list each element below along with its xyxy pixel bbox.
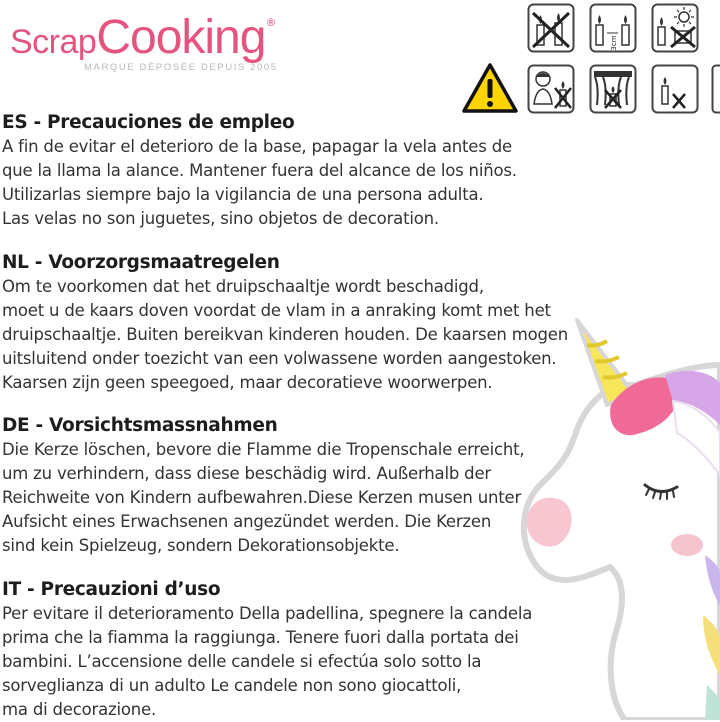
- section-it-line: prima che la fiamma la raggiunga. Tenere fuori dalla portata dei: [2, 628, 519, 647]
- section-de-line: Die Kerze löschen, bevore die Flamme die Tropenschale erreicht,: [2, 440, 525, 459]
- no-heat-source-icon: [651, 3, 699, 53]
- section-es-line: que la llama la alance. Mantener fuera del alcance de los niños.: [2, 161, 517, 180]
- no-moving-objects-icon: [711, 64, 720, 114]
- section-title-nl: NL - Voorzorgsmaatregelen: [2, 252, 280, 273]
- section-de-line: Aufsicht eines Erwachsenen angezündet werden. Die Kerzen: [2, 512, 492, 531]
- section-de: [2, 414, 562, 558]
- section-nl-line: Om te voorkomen dat het druipschaaltje wordt beschadigd,: [2, 277, 484, 296]
- section-title-es: ES - Precauciones de empleo: [2, 112, 295, 133]
- brand-name-scrap: Scrap: [10, 23, 97, 61]
- no-multiple-candles-icon: [527, 3, 575, 53]
- section-title-de: DE - Vorsichtsmassnahmen: [2, 415, 278, 436]
- section-it: [2, 578, 562, 722]
- section-es-line: Utilizarlas siempre bajo la vigilancia de una persona adulta.: [2, 185, 484, 204]
- no-flammable-objects-icon: [589, 64, 637, 114]
- section-it-line: ma di decorazione.: [2, 700, 157, 719]
- section-it-line: sorveglianza di un adulto Le candele non sono giocattoli,: [2, 676, 462, 695]
- section-nl-line: druipschaaltje. Buiten bereikvan kinderen houden. De kaarsen mogen: [2, 325, 568, 344]
- section-nl-line: uitsluitend onder toezicht van een volwassene worden aangestoken.: [2, 349, 557, 368]
- section-nl-line: Kaarsen zijn geen speegoed, maar decoratieve woorwerpen.: [2, 373, 493, 392]
- section-title-it: IT - Precauzioni d’uso: [2, 579, 221, 600]
- section-es: [2, 111, 562, 231]
- brand-wordmark: [10, 10, 276, 65]
- section-es-line: Las velas no son juguetes, sino objetos de decoration.: [2, 209, 439, 228]
- section-de-line: um zu verhindern, dass diese beschädig wird. Außerhalb der: [2, 464, 491, 483]
- section-nl-line: moet u de kaars doven voordat de vlam in a anraking komt met het: [2, 301, 551, 320]
- spacing-label: 3cm: [610, 35, 618, 51]
- section-de-line: sind kein Spielzeug, sondern Dekorationsobjekte.: [2, 536, 400, 555]
- section-it-line: bambini. L’accensione delle candele si efectúa solo sotto la: [2, 652, 482, 671]
- unicorn-illustration: [515, 305, 720, 720]
- section-nl: [2, 251, 568, 395]
- brand-tagline: MARQUE DÉPOSÉE DEPUIS 2005: [84, 62, 278, 73]
- section-es-line: A fin de evitar el deterioro de la base, papagar la vela antes de: [2, 137, 512, 156]
- section-it-line: Per evitare il deterioramento Della padellina, spegnere la candela: [2, 604, 533, 623]
- section-de-line: Reichweite von Kindern aufbewahren.Diese Kerzen musen unter: [2, 488, 522, 507]
- brand-logo: [10, 10, 320, 80]
- registered-mark: ®: [265, 16, 277, 29]
- brand-name-cooking: Cooking: [96, 11, 266, 64]
- keep-away-from-children-icon: [527, 64, 575, 114]
- candle-distance-3cm-icon: [589, 3, 637, 53]
- no-draft-icon: [651, 64, 699, 114]
- warning-triangle-icon: [462, 62, 518, 114]
